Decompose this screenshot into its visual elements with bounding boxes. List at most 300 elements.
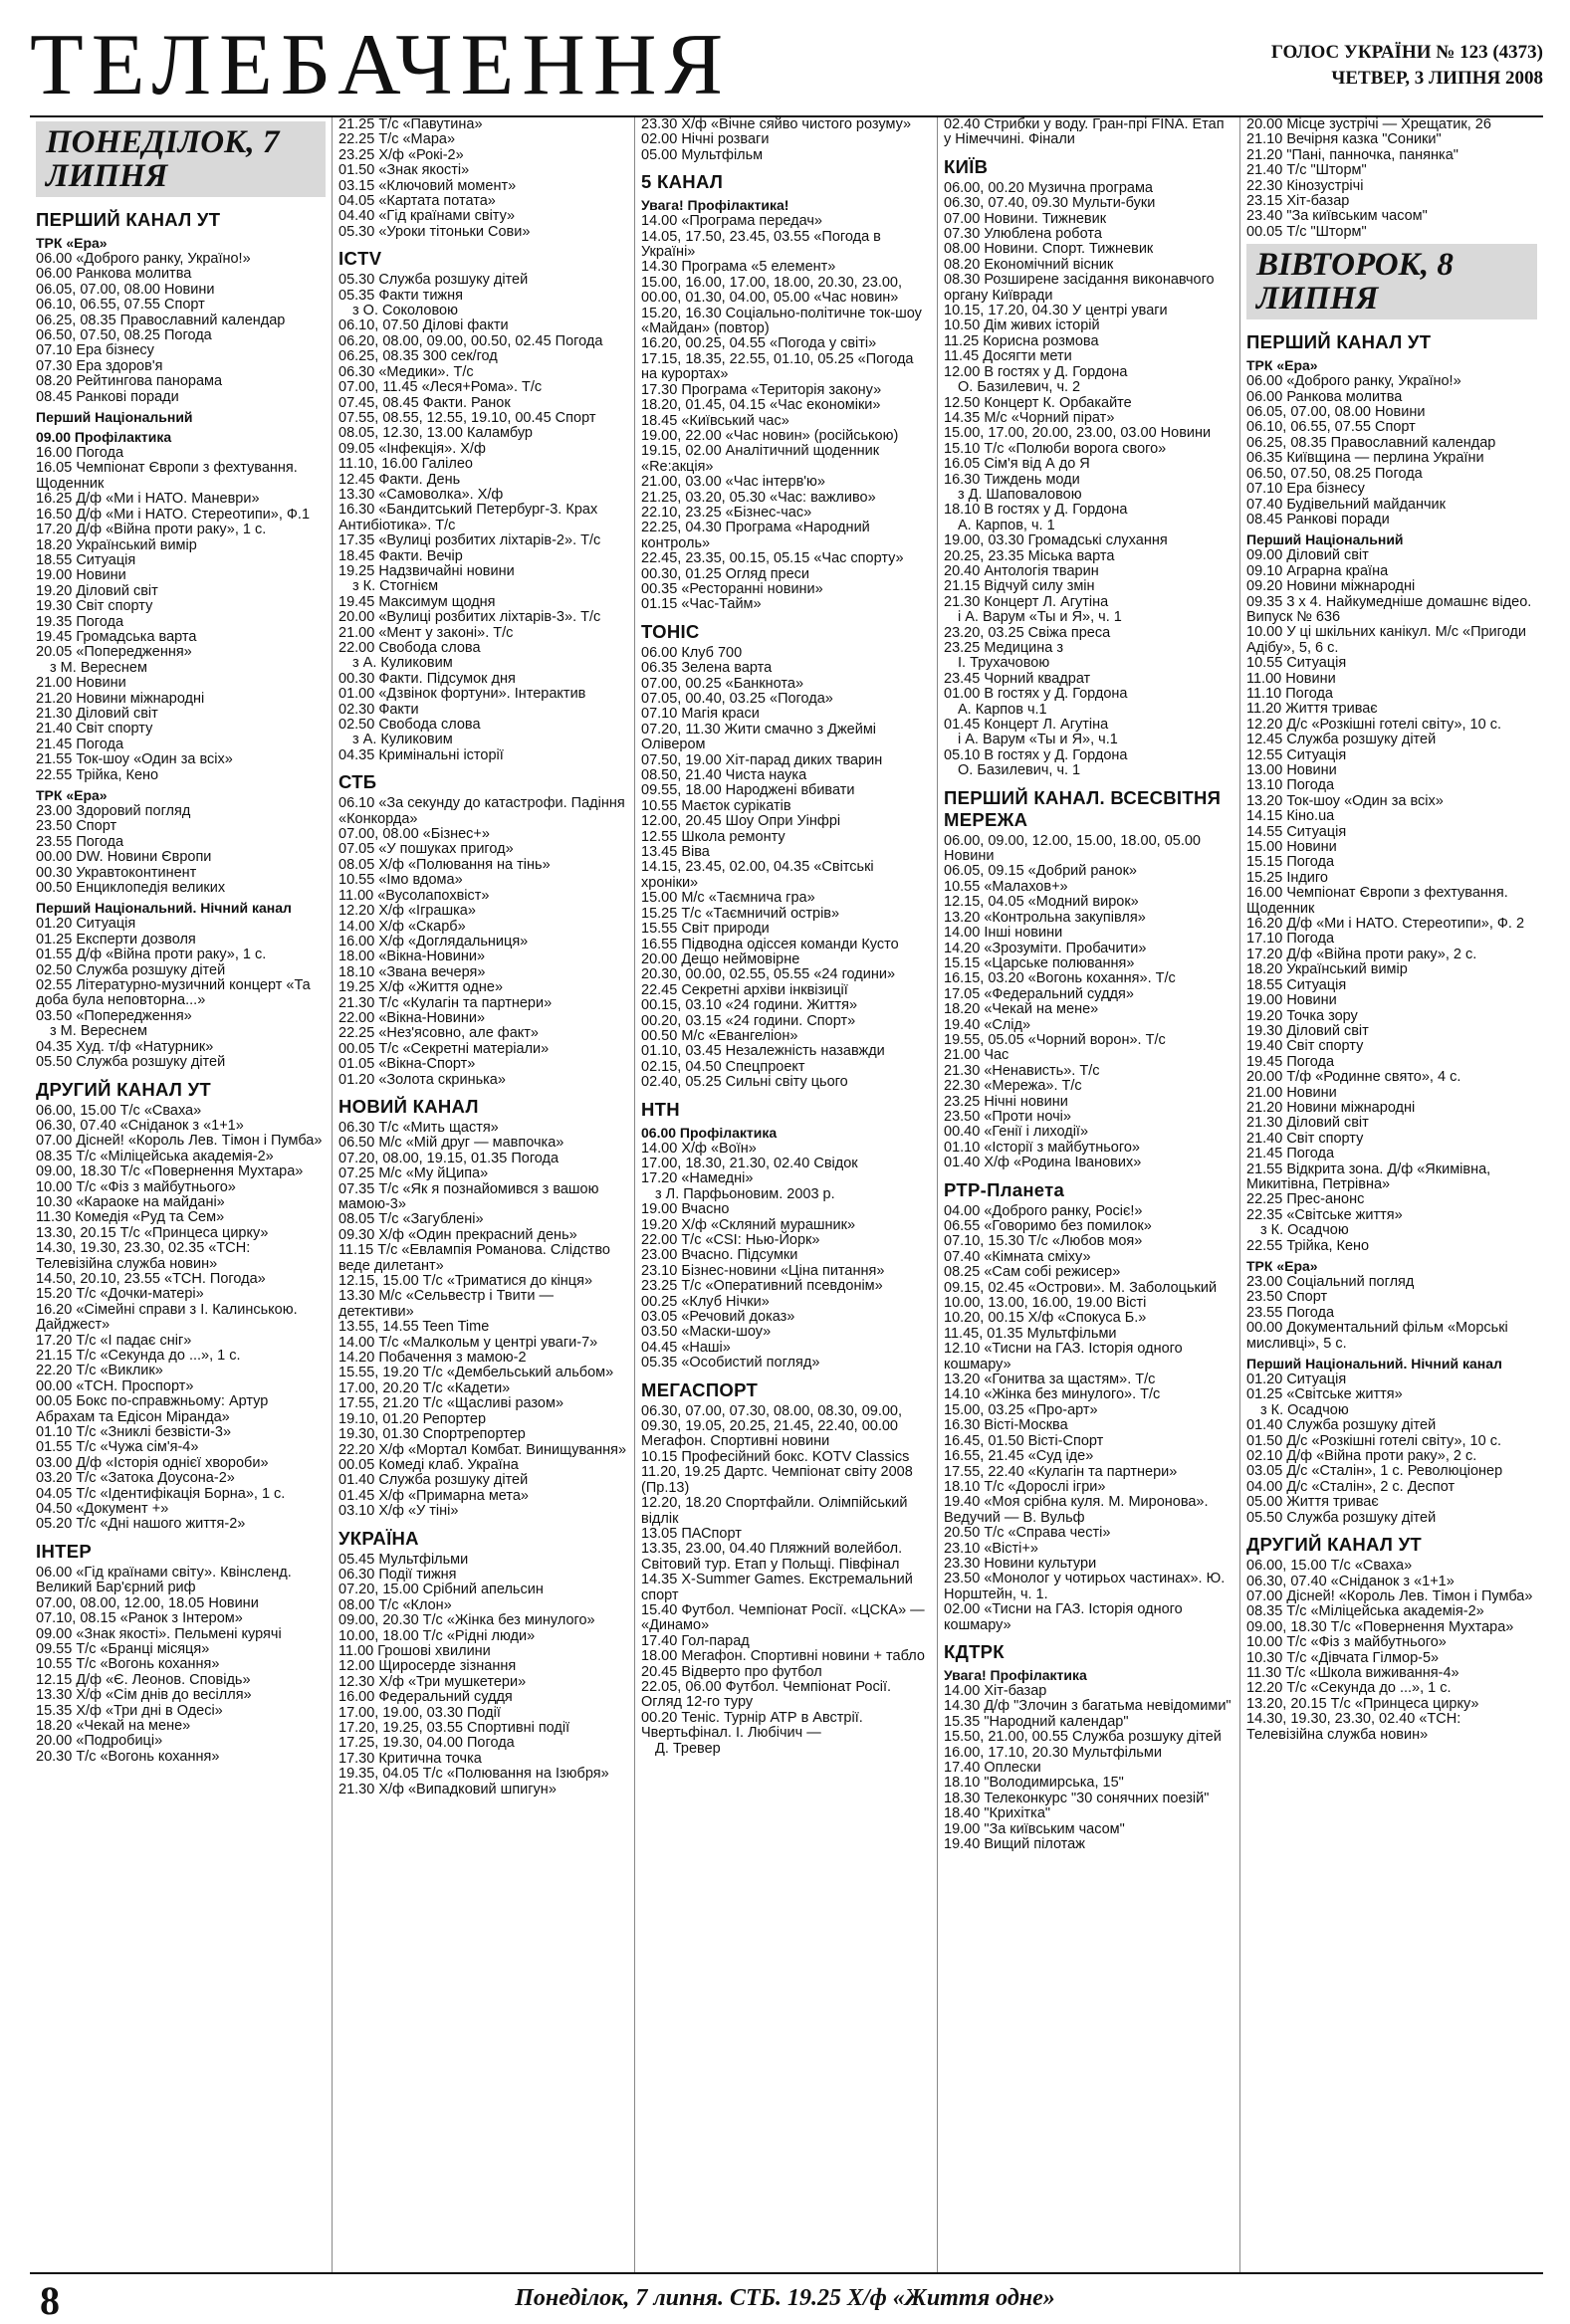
program-entry: 03.05 «Речовий доказ» — [641, 1309, 795, 1326]
program-entry: 21.00 Час — [944, 1047, 1009, 1064]
program-entry: 06.30 Т/с «Мить щастя» — [338, 1119, 499, 1136]
program-entry: 14.15 Кіно.ua — [1246, 808, 1335, 825]
program-entry: 10.55 Маєток сурікатів — [641, 797, 791, 814]
program-entry: 15.20 Т/с «Дочки-матері» — [36, 1286, 204, 1303]
program-entry: 07.20, 08.00, 19.15, 01.35 Погода — [338, 1150, 560, 1166]
program-entry: 02.55 Літературно-музичний концерт «Та доба була неповторна...» — [36, 977, 311, 1009]
program-entry: 16.50 Д/ф «Ми і НАТО. Стереотипи», Ф.1 — [36, 506, 311, 523]
program-entry: 23.00 Здоровий погляд — [36, 803, 191, 819]
channel-subheading: ТРК «Ера» — [36, 235, 108, 251]
program-entry: 07.10, 08.15 «Ранок з Інтером» — [36, 1610, 243, 1627]
program-entry: 01.00 В гостях у Д. Гордона — [944, 686, 1128, 703]
program-entry: 00.50 Енциклопедія великих — [36, 880, 226, 897]
program-entry: 17.40 Гол-парад — [641, 1632, 750, 1649]
program-entry: 09.55, 18.00 Народжені вбивати — [641, 782, 855, 799]
program-entry: 09.30 Х/ф «Один прекрасний день» — [338, 1226, 577, 1243]
program-entry: 07.00, 08.00, 12.00, 18.05 Новини — [36, 1594, 259, 1611]
program-entry: 17.30 Програма «Територія закону» — [641, 381, 882, 398]
program-entry: 02.40, 05.25 Сильні світу цього — [641, 1074, 848, 1091]
program-entry: 18.10 «Звана вечеря» — [338, 963, 486, 980]
program-entry-continuation: з А. Куликовим — [352, 732, 453, 748]
program-entry: 07.05, 00.40, 03.25 «Погода» — [641, 691, 833, 707]
program-entry: 16.30 «Бандитський Петербург-3. Крах Антибіотика». Т/с — [338, 502, 598, 533]
channel-subheading: ТРК «Ера» — [36, 787, 108, 803]
program-entry: 19.00, 22.00 «Час новин» (російською) — [641, 427, 899, 444]
program-entry: 07.30 Ера здоров'я — [36, 357, 163, 374]
program-entry: 14.05, 17.50, 23.45, 03.55 «Погода в Україні» — [641, 228, 881, 261]
program-entry: 06.10, 07.50 Ділові факти — [338, 317, 509, 334]
program-entry: 20.50 Т/с «Справа честі» — [944, 1525, 1111, 1542]
program-entry: 02.30 Факти — [338, 701, 419, 718]
program-entry: 21.10 Вечірня казка "Соники" — [1246, 131, 1442, 148]
program-entry: 21.25 Т/с «Павутина» — [338, 117, 483, 132]
program-entry: 23.10 «Вісті+» — [944, 1540, 1038, 1557]
channel-heading: ПЕРШИЙ КАНАЛ. ВСЕСВІТНЯ МЕРЕЖА — [944, 786, 1222, 830]
program-entry: 12.20 Т/с «Секунда до ...», 1 с. — [1246, 1680, 1452, 1697]
program-entry: 15.55, 19.20 Т/с «Дембельський альбом» — [338, 1365, 614, 1381]
program-entry: 09.00, 20.30 Т/с «Жінка без минулого» — [338, 1612, 595, 1629]
program-entry: 11.20 Життя триває — [1246, 701, 1378, 718]
program-entry: 21.55 Ток-шоу «Один за всіх» — [36, 751, 233, 768]
column-1 — [30, 117, 333, 2272]
issue-number: ГОЛОС УКРАЇНИ № 123 (4373) — [1270, 42, 1543, 63]
program-entry: 12.55 Ситуація — [1246, 746, 1347, 763]
program-entry: 14.00 Х/ф «Скарб» — [338, 918, 466, 935]
program-entry: 06.30, 07.40, 09.30 Мульти-буки — [944, 195, 1156, 212]
program-entry: 23.50 Спорт — [36, 818, 117, 835]
program-entry: 20.00 Т/ф «Родинне свято», 4 с. — [1246, 1069, 1461, 1086]
program-entry: 14.10 «Жінка без минулого». Т/с — [944, 1386, 1161, 1403]
program-entry: 15.50, 21.00, 00.55 Служба розшуку дітей — [944, 1729, 1222, 1746]
program-entry: 05.50 Служба розшуку дітей — [1246, 1509, 1437, 1526]
program-entry-continuation: О. Базилевич, ч. 1 — [958, 762, 1081, 779]
channel-heading: СТБ — [338, 771, 377, 793]
program-entry: 10.50 Дім живих історій — [944, 317, 1100, 334]
program-entry: 07.10 Ера бізнесу — [36, 342, 154, 359]
channel-heading: КИЇВ — [944, 155, 989, 177]
program-entry: 13.45 Віва — [641, 844, 710, 861]
program-entry: 22.45, 23.35, 00.15, 05.15 «Час спорту» — [641, 550, 904, 567]
program-entry: 07.35 Т/с «Як я познайомився з вашою мамою-3» — [338, 1180, 599, 1212]
program-entry: 22.30 «Мережа». Т/с — [944, 1078, 1082, 1095]
program-entry: 12.50 Концерт К. Орбакайте — [944, 394, 1132, 411]
program-entry: 14.00 Інші новини — [944, 925, 1063, 942]
program-entry: 17.15, 18.35, 22.55, 01.10, 05.25 «Погода на курортах» — [641, 350, 914, 383]
channel-subheading: ТРК «Ера» — [1246, 357, 1318, 374]
program-entry: 14.00 Хіт-базар — [944, 1682, 1047, 1699]
channel-subheading: ТРК «Ера» — [1246, 1258, 1318, 1274]
program-entry: 01.55 Т/с «Чужа сім'я-4» — [36, 1439, 199, 1456]
program-entry: 16.20, 00.25, 04.55 «Погода у світі» — [641, 335, 877, 352]
program-entry: 00.40 «Генії і лиходії» — [944, 1124, 1089, 1141]
program-entry: 18.45 «Київський час» — [641, 412, 789, 429]
program-entry: 14.30, 19.30, 23.30, 02.40 «ТСН: Телевізійна служба новин» — [1246, 1711, 1461, 1743]
program-entry: 22.45 Секретні архіви інквізиції — [641, 981, 848, 998]
program-entry: 15.15 Погода — [1246, 854, 1335, 871]
program-entry: 05.30 «Уроки тітоньки Сови» — [338, 223, 531, 240]
program-entry: 05.00 Життя триває — [1246, 1494, 1379, 1511]
program-entry: 12.55 Школа ремонту — [641, 828, 785, 845]
program-entry: 21.30 Т/с «Кулагін та партнери» — [338, 994, 553, 1011]
program-entry: 02.50 Служба розшуку дітей — [36, 961, 226, 978]
program-entry: 11.20, 19.25 Дартс. Чемпіонат світу 2008 (Пр.13) — [641, 1464, 913, 1496]
program-entry: 07.00 Дісней! «Король Лев. Тімон і Пумба» — [1246, 1587, 1533, 1604]
program-entry: 19.55, 05.05 «Чорний ворон». Т/с — [944, 1031, 1166, 1048]
program-entry: 14.35 М/с «Чорний пірат» — [944, 409, 1115, 426]
program-entry-continuation: А. Карпов, ч. 1 — [958, 517, 1055, 533]
program-entry: 17.55, 21.20 Т/с «Щасливі разом» — [338, 1395, 564, 1412]
program-entry: 23.00 Вчасно. Підсумки — [641, 1247, 798, 1264]
program-entry: 04.00 Д/с «Сталін», 2 с. Деспот — [1246, 1478, 1456, 1495]
program-entry: 19.35 Погода — [36, 613, 124, 630]
program-entry: 23.55 Погода — [36, 833, 124, 850]
masthead — [30, 18, 1543, 127]
program-entry: 20.30 Т/с «Вогонь кохання» — [36, 1748, 220, 1765]
program-entry: 19.40 «Слід» — [944, 1016, 1031, 1033]
channel-heading: УКРАЇНА — [338, 1527, 419, 1549]
program-entry: 19.45 Максимум щодня — [338, 593, 496, 610]
program-entry: 23.40 "За київським часом" — [1246, 208, 1428, 225]
program-entry: 18.55 Ситуація — [1246, 976, 1347, 993]
program-entry: 19.40 «Моя срібна куля. М. Миронова». Ведучий — В. Вульф — [944, 1494, 1209, 1526]
program-entry: 21.30 «Ненависть». Т/с — [944, 1062, 1100, 1079]
program-entry: 06.50, 07.50, 08.25 Погода — [36, 327, 212, 344]
program-entry: 12.10 «Тисни на ГАЗ. Історія одного кошмару» — [944, 1341, 1183, 1373]
program-entry: 10.55 «Малахов+» — [944, 878, 1068, 895]
program-entry: 21.45 Погода — [36, 736, 124, 752]
program-entry: 19.15, 02.00 Аналітичний щоденник «Re:акція» — [641, 443, 880, 475]
program-entry: 04.45 «Наші» — [641, 1339, 731, 1356]
program-entry: 16.00 Погода — [36, 445, 124, 462]
program-entry-continuation: з М. Вереснем — [50, 659, 147, 676]
program-entry: 07.45, 08.45 Факти. Ранок — [338, 394, 511, 411]
program-entry: 02.50 Свобода слова — [338, 717, 481, 734]
program-entry: 01.10 Т/с «Зниклі безвісти-3» — [36, 1424, 232, 1441]
program-entry: 08.45 Ранкові поради — [36, 388, 179, 405]
program-entry: 07.10, 15.30 Т/с «Любов моя» — [944, 1233, 1143, 1250]
program-entry: 07.40 Будівельний майданчик — [1246, 496, 1446, 513]
program-entry: 21.00, 03.00 «Час інтерв'ю» — [641, 474, 825, 491]
program-entry: 07.00, 00.25 «Банкнота» — [641, 675, 804, 692]
program-entry: 14.00 Т/с «Малкольм у центрі уваги-7» — [338, 1334, 598, 1351]
program-entry: 22.25 Т/с «Мара» — [338, 131, 456, 148]
program-entry: 08.20 Економічний вісник — [944, 256, 1114, 273]
program-entry: 07.25 М/с «Му йЦипа» — [338, 1165, 489, 1182]
program-entry-continuation: О. Базилевич, ч. 2 — [958, 379, 1081, 396]
program-entry: 21.20 Новини міжнародні — [1246, 1099, 1416, 1116]
program-entry: 05.00 Мультфільм — [641, 146, 764, 163]
program-entry: 22.00 Свобода слова — [338, 640, 481, 656]
program-entry: 00.05 Т/с "Шторм" — [1246, 223, 1367, 240]
program-entry: 07.40 «Кімната сміху» — [944, 1248, 1091, 1265]
program-entry-continuation: з К. Стогнієм — [352, 578, 439, 595]
program-entry: 22.55 Трійка, Кено — [1246, 1237, 1370, 1254]
program-entry: 17.30 Критична точка — [338, 1750, 482, 1767]
program-entry: 15.15 «Царське полювання» — [944, 954, 1135, 971]
channel-subheading: 06.00 Профілактика — [641, 1124, 778, 1141]
channel-subheading: Перший Національний. Нічний канал — [1246, 1356, 1502, 1373]
program-entry: 09.35 3 х 4. Найкумедніше домашнє відео. Випуск № 636 — [1246, 593, 1532, 625]
program-entry: 04.35 Кримінальні історії — [338, 746, 504, 763]
day-heading: ПОНЕДІЛОК, 7 ЛИПНЯ — [36, 121, 326, 197]
program-entry: 13.30 «Самоволка». Х/ф — [338, 486, 504, 503]
program-entry: 04.00 «Доброго ранку, Росіє!» — [944, 1202, 1143, 1219]
program-entry: 02.10 Д/ф «Війна проти раку», 2 с. — [1246, 1448, 1477, 1465]
program-entry: 06.25, 08.35 Православний календар — [36, 312, 286, 328]
program-entry: 04.50 «Документ +» — [36, 1501, 169, 1518]
program-entry: 21.00 Новини — [1246, 1084, 1337, 1101]
program-entry: 06.30, 07.00, 07.30, 08.00, 08.30, 09.00, 09.30, 19.05, 20.25, 21.45, 22.40, 00.00 Мегафон. Спортивні новини — [641, 1402, 903, 1450]
program-entry-continuation: з М. Вереснем — [50, 1023, 147, 1040]
program-entry: 22.20 Х/ф «Мортал Комбат. Винищування» — [338, 1441, 627, 1458]
program-entry: 03.20 Т/с «Затока Доусона-2» — [36, 1470, 235, 1487]
program-entry: 20.00 «Подробиці» — [36, 1733, 163, 1750]
program-entry: 16.00 Х/ф «Доглядальниця» — [338, 933, 529, 950]
channel-subheading: Перший Національний — [1246, 531, 1404, 548]
program-entry: 16.00 Федеральний суддя — [338, 1689, 513, 1706]
program-entry: 23.15 Хіт-базар — [1246, 193, 1350, 210]
program-entry: 16.30 Вісті-Москва — [944, 1417, 1068, 1434]
program-entry: 23.30 Х/ф «Вічне сяйво чистого розуму» — [641, 117, 912, 132]
program-entry: 08.20 Рейтингова панорама — [36, 373, 223, 390]
program-entry: 09.20 Новини міжнародні — [1246, 578, 1416, 595]
program-entry: 08.00 Т/с «Клон» — [338, 1596, 452, 1613]
program-entry: 05.50 Служба розшуку дітей — [36, 1054, 226, 1071]
program-entry: 06.30 «Медики». Т/с — [338, 363, 474, 380]
program-entry-continuation: і А. Варум «Ты и Я», ч. 1 — [958, 609, 1122, 626]
program-entry: 01.25 «Світське життя» — [1246, 1386, 1403, 1403]
program-entry: 06.50, 07.50, 08.25 Погода — [1246, 465, 1423, 482]
program-entry: 21.00 «Мент у законі». Т/с — [338, 624, 514, 641]
program-entry: 17.55, 22.40 «Кулагін та партнери» — [944, 1463, 1178, 1480]
program-entry: 02.00 «Тисни на ГАЗ. Історія одного кошмару» — [944, 1601, 1183, 1633]
program-entry: 07.55, 08.55, 12.55, 19.10, 00.45 Спорт — [338, 409, 596, 426]
program-entry: 17.00, 19.00, 03.30 Події — [338, 1704, 501, 1721]
program-entry: 01.45 Концерт Л. Агутіна — [944, 717, 1109, 734]
program-entry: 01.40 Служба розшуку дітей — [1246, 1417, 1437, 1434]
program-entry: 23.30 Новини культури — [944, 1555, 1097, 1572]
program-entry: 10.15, 17.20, 04.30 У центрі уваги — [944, 303, 1168, 319]
program-entry: 19.20 Діловий світ — [36, 582, 158, 599]
program-entry: 01.25 Експерти дозволя — [36, 931, 196, 948]
channel-heading: РТР-Планета — [944, 1178, 1065, 1200]
program-entry: 12.20, 18.20 Спортфайли. Олімпійський відлік — [641, 1495, 908, 1527]
program-entry: 18.20 Український вимір — [36, 536, 197, 553]
channel-heading: ПЕРШИЙ КАНАЛ УТ — [1246, 331, 1432, 353]
program-entry: 13.35, 23.00, 04.40 Пляжний волейбол. Світовий тур. Етап у Польщі. Півфінал — [641, 1541, 903, 1573]
program-entry: 06.00 Клуб 700 — [641, 644, 743, 661]
program-entry: 22.25, 04.30 Програма «Народний контроль» — [641, 520, 870, 551]
program-entry: 19.40 Світ спорту — [1246, 1038, 1364, 1055]
program-entry: 12.20 Х/ф «Іграшка» — [338, 903, 476, 920]
program-entry: 03.50 «Попередження» — [36, 1007, 192, 1024]
program-entry: 12.30 Х/ф «Три мушкетери» — [338, 1673, 527, 1690]
program-entry-continuation: Д. Тревер — [655, 1740, 721, 1757]
program-entry: 11.30 Комедія «Руд та Сем» — [36, 1209, 225, 1226]
program-entry: 11.10 Погода — [1246, 685, 1333, 702]
program-entry: 00.20, 03.15 «24 години. Спорт» — [641, 1012, 856, 1029]
program-entry: 06.30, 07.40 «Сніданок з «1+1» — [1246, 1573, 1455, 1589]
program-entry: 06.00 «Доброго ранку, Україно!» — [36, 251, 251, 267]
program-entry: 05.45 Мультфільми — [338, 1551, 469, 1568]
program-entry: 07.30 Улюблена робота — [944, 226, 1102, 243]
program-entry: 08.45 Ранкові поради — [1246, 511, 1390, 528]
program-entry: 09.05 «Інфекція». Х/ф — [338, 440, 486, 457]
program-entry: 22.00 Т/с «CSI: Нью-Йорк» — [641, 1232, 820, 1248]
program-entry: 05.35 «Особистий погляд» — [641, 1355, 820, 1372]
program-entry: 04.40 «Гід країнами світу» — [338, 208, 516, 225]
program-entry-continuation: з А. Куликовим — [352, 655, 453, 672]
program-entry: 23.55 Погода — [1246, 1304, 1335, 1321]
program-entry: 22.05, 06.00 Футбол. Чемпіонат Росії. Огляд 12-го туру — [641, 1678, 892, 1711]
program-entry: 10.00, 18.00 Т/с «Рідні люди» — [338, 1627, 536, 1644]
program-entry: 19.35, 04.05 Т/с «Полювання на Ізюбря» — [338, 1766, 609, 1783]
program-entry: 21.15 Відчуй силу змін — [944, 578, 1095, 595]
program-entry: 13.05 ПАСпорт — [641, 1525, 742, 1542]
program-entry: 09.15, 02.45 «Острови». М. Заболоцький — [944, 1279, 1218, 1296]
program-entry: 05.35 Факти тижня — [338, 287, 463, 304]
program-entry: 21.40 Т/с "Шторм" — [1246, 162, 1367, 179]
program-entry: 11.25 Корисна розмова — [944, 332, 1099, 349]
channel-heading: ICTV — [338, 248, 382, 270]
day-heading: ВІВТОРОК, 8 ЛИПНЯ — [1246, 244, 1537, 319]
program-entry: 01.20 Ситуація — [36, 916, 136, 933]
program-entry: 10.00 Т/с «Фіз з майбутнього» — [36, 1178, 236, 1195]
program-entry: 16.15, 03.20 «Вогонь кохання». Т/с — [944, 970, 1176, 987]
program-entry: 14.35 X-Summer Games. Екстремальний спорт — [641, 1572, 913, 1603]
channel-heading: ПЕРШИЙ КАНАЛ УТ — [36, 209, 221, 230]
program-entry: 23.50 «Проти ночі» — [944, 1108, 1071, 1125]
program-entry: 17.20 Д/ф «Війна проти раку», 1 с. — [36, 522, 267, 538]
program-entry: 03.10 Х/ф «У тіні» — [338, 1503, 459, 1520]
program-entry: 19.00 "За київським часом" — [944, 1820, 1125, 1837]
program-entry: 00.25 «Клуб Нічки» — [641, 1293, 770, 1310]
program-entry: 04.35 Худ. т/ф «Натурник» — [36, 1038, 214, 1055]
program-entry: 00.30, 01.25 Огляд преси — [641, 565, 810, 582]
column-5 — [1240, 117, 1543, 2272]
program-entry: 22.00 «Вікна-Новини» — [338, 1009, 486, 1026]
program-entry: 09.10 Аграрна країна — [1246, 562, 1389, 579]
program-entry: 19.00, 03.30 Громадські слухання — [944, 532, 1168, 549]
program-entry: 10.00, 13.00, 16.00, 19.00 Вісті — [944, 1295, 1147, 1312]
channel-heading: ІНТЕР — [36, 1540, 92, 1562]
program-entry: 06.00 «Гід країнами світу». Квінсленд. Великий Бар'єрний риф — [36, 1564, 292, 1596]
program-entry: 10.00 Т/с «Фіз з майбутнього» — [1246, 1634, 1447, 1651]
program-entry: 15.00, 17.00, 20.00, 23.00, 03.00 Новини — [944, 425, 1212, 442]
program-entry: 21.20 "Пані, панночка, панянка" — [1246, 146, 1458, 163]
program-entry: 10.00 У ці шкільних канікул. М/с «Пригоди Адібу», 5, 6 с. — [1246, 624, 1526, 656]
program-entry: 15.00, 03.25 «Про-арт» — [944, 1401, 1098, 1418]
program-entry: 06.05, 09.15 «Добрий ранок» — [944, 863, 1137, 880]
program-entry: 19.30 Світ спорту — [36, 598, 153, 615]
program-entry: 15.10 Т/с «Полюби ворога свого» — [944, 440, 1167, 457]
program-entry: 22.25 «Нез'ясовно, але факт» — [338, 1025, 539, 1042]
program-entry: 00.20 Теніс. Турнір АТР в Австрії. Чвертьфінал. І. Любічич — — [641, 1709, 863, 1742]
program-entry: 01.50 Д/с «Розкішні готелі світу», 10 с. — [1246, 1432, 1501, 1449]
program-entry: 00.50 М/с «Евангеліон» — [641, 1027, 798, 1044]
program-entry: 12.20 Д/с «Розкішні готелі світу», 10 с. — [1246, 716, 1501, 733]
column-2 — [333, 117, 635, 2272]
program-entry: 20.40 Антологія тварин — [944, 562, 1099, 579]
program-entry: 07.20, 15.00 Срібний апельсин — [338, 1582, 544, 1598]
program-entry: 18.20 «Чекай на мене» — [36, 1717, 191, 1734]
program-entry: 11.00 Грошові хвилини — [338, 1642, 491, 1659]
program-entry: 16.00 Чемпіонат Європи з фехтування. Щоденник — [1246, 885, 1508, 917]
program-entry: 18.20 «Чекай на мене» — [944, 1001, 1099, 1018]
program-entry: 13.20, 20.15 Т/с «Принцеса цирку» — [1246, 1695, 1479, 1712]
program-entry: 11.00 «Вусолапохвіст» — [338, 887, 490, 904]
program-entry: 08.25 «Сам собі режисер» — [944, 1264, 1121, 1281]
program-entry: 15.35 Х/ф «Три дні в Одесі» — [36, 1702, 223, 1719]
program-entry: 00.00 Документальний фільм «Морські мисливці», 5 с. — [1246, 1320, 1508, 1352]
program-entry: 12.00 Щиросерде зізнання — [338, 1658, 517, 1675]
program-entry: 06.25, 08.35 Православний календар — [1246, 434, 1496, 451]
program-entry: 06.10, 06.55, 07.55 Спорт — [1246, 419, 1416, 436]
program-entry: 07.00 Дісней! «Король Лев. Тімон і Пумба» — [36, 1133, 323, 1150]
program-entry-continuation: з К. Осадчою — [1260, 1401, 1349, 1418]
program-entry: 16.05 Чемпіонат Європи з фехтування. Щоденник — [36, 460, 298, 492]
program-entry: 15.00 Новини — [1246, 839, 1337, 856]
program-entry: 16.00, 17.10, 20.30 Мультфільми — [944, 1744, 1162, 1761]
program-entry: 09.00 «Знак якості». Пельмені курячі — [36, 1625, 282, 1642]
program-entry: 08.35 Т/с «Міліцейська академія-2» — [1246, 1603, 1484, 1620]
program-entry: 11.45 Досягти мети — [944, 348, 1072, 365]
program-entry: 23.50 «Монолог у чотирьох частинах». Ю. Норштейн, ч. 1. — [944, 1571, 1226, 1602]
program-entry: 06.00 Ранкова молитва — [1246, 388, 1403, 405]
program-entry: 20.00 «Вулиці розбитих ліхтарів-3». Т/с — [338, 609, 601, 626]
program-entry: 05.10 В гостях у Д. Гордона — [944, 746, 1128, 763]
program-entry: 01.55 Д/ф «Війна проти раку», 1 с. — [36, 947, 267, 963]
program-entry: 14.15, 23.45, 02.00, 04.35 «Світські хроніки» — [641, 859, 874, 891]
program-entry: 23.25 Нічні новини — [944, 1093, 1068, 1110]
program-entry: 15.25 Індиго — [1246, 869, 1328, 886]
program-entry: 13.55, 14.55 Teen Time — [338, 1319, 490, 1336]
program-entry-continuation: з К. Осадчою — [1260, 1222, 1349, 1239]
program-entry: 19.25 Надзвичайні новини — [338, 562, 515, 579]
channel-heading: ТОНІС — [641, 620, 700, 642]
program-entry: 21.00 Новини — [36, 675, 126, 692]
program-entry: 00.05 Бокс по-справжньому: Артур Абрахам та Едісон Міранда» — [36, 1393, 269, 1425]
program-entry: 17.05 «Федеральний суддя» — [944, 985, 1134, 1002]
program-entry: 13.10 Погода — [1246, 777, 1335, 794]
program-entry: 17.25, 19.30, 04.00 Погода — [338, 1735, 515, 1752]
program-entry: 00.05 Т/с «Секретні матеріали» — [338, 1040, 550, 1057]
channel-heading: НОВИЙ КАНАЛ — [338, 1095, 479, 1117]
program-entry: 01.40 Служба розшуку дітей — [338, 1472, 529, 1489]
program-entry: 10.55 «Імо вдома» — [338, 872, 463, 889]
program-entry: 12.15 Д/ф «Є. Леонов. Сповідь» — [36, 1671, 251, 1688]
issue-date: ЧЕТВЕР, 3 ЛИПНЯ 2008 — [1331, 68, 1543, 89]
program-entry: 15.55 Світ природи — [641, 921, 770, 938]
program-entry: 10.30 «Караоке на майдані» — [36, 1193, 225, 1210]
program-entry: 10.20, 00.15 Х/ф «Спокуса Б.» — [944, 1310, 1147, 1327]
program-entry: 19.10, 01.20 Репортер — [338, 1410, 487, 1427]
program-entry: 01.20 Ситуація — [1246, 1372, 1347, 1388]
program-entry: 06.35 Київщина — перлина України — [1246, 450, 1484, 467]
program-entry: 14.30 Програма «5 елемент» — [641, 259, 836, 276]
program-entry: 13.30 Х/ф «Сім днів до весілля» — [36, 1687, 252, 1704]
program-entry-continuation: і А. Варум «Ты и Я», ч.1 — [958, 732, 1118, 748]
program-entry: 18.00 Мегафон. Спортивні новини + табло — [641, 1648, 925, 1665]
program-entry-continuation: з Д. Шаповаловою — [958, 486, 1082, 503]
program-entry: 12.00 В гостях у Д. Гордона — [944, 363, 1128, 380]
program-entry: 13.20 Ток-шоу «Один за всіх» — [1246, 792, 1444, 809]
program-entry: 01.10 «Історії з майбутнього» — [944, 1139, 1140, 1156]
program-entry: 12.45 Факти. День — [338, 471, 461, 488]
program-entry: 03.15 «Ключовий момент» — [338, 177, 517, 194]
program-entry: 10.55 Т/с «Вогонь кохання» — [36, 1656, 220, 1673]
program-entry: 18.55 Ситуація — [36, 551, 136, 568]
